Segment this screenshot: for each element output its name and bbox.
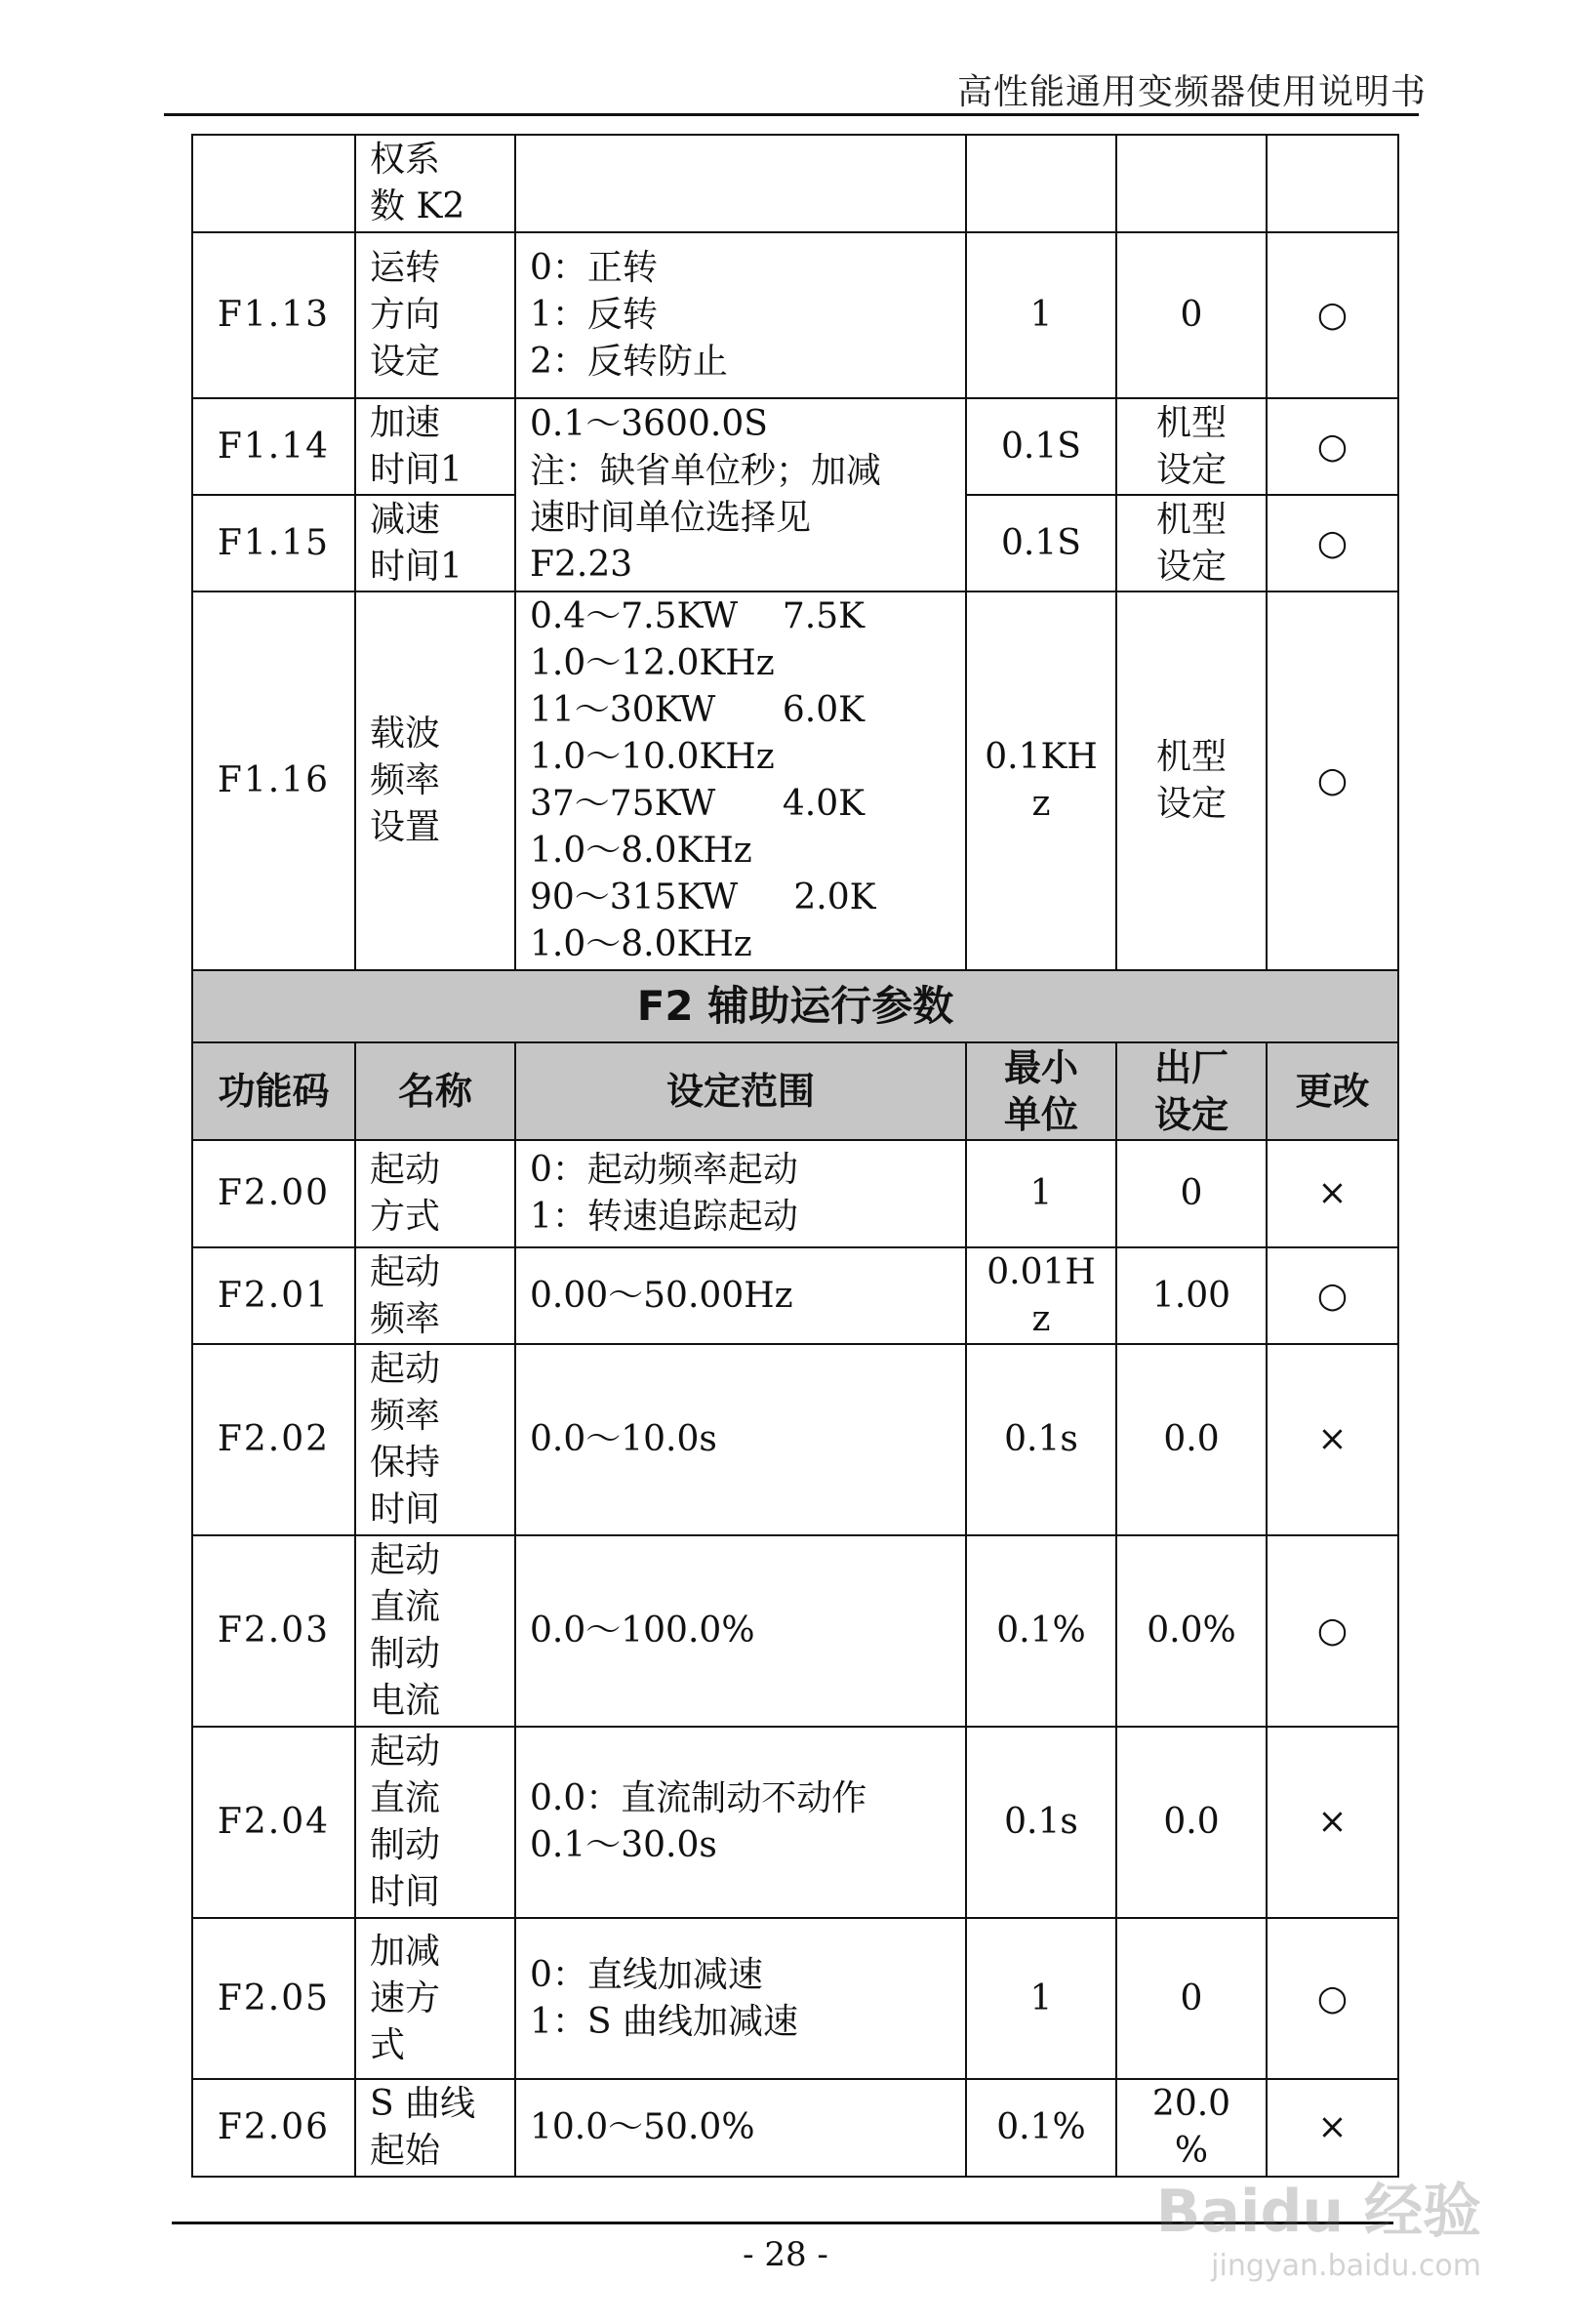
watermark-url: jingyan.baidu.com <box>1211 2249 1481 2283</box>
table-row <box>192 1918 1398 2079</box>
cell-range: 0.00～50.00Hz <box>515 1247 966 1344</box>
cell-default: 0 <box>1116 1918 1267 2079</box>
column-header-code: 功能码 <box>192 1042 355 1140</box>
cell-name: 加减 速方 式 <box>355 1918 515 2079</box>
cell-name: 减速 时间1 <box>355 495 515 591</box>
cell-change: × <box>1267 2079 1398 2177</box>
cell-default: 0 <box>1116 1140 1267 1247</box>
cell-unit: 1 <box>966 1918 1116 2079</box>
cell-default: 机型 设定 <box>1116 495 1267 591</box>
cell-unit: 0.1% <box>966 2079 1116 2177</box>
cell-unit: 0.1s <box>966 1344 1116 1535</box>
cell-default: 0.0 <box>1116 1344 1267 1535</box>
cell-code: F2.04 <box>192 1727 355 1918</box>
cell-code: F2.03 <box>192 1535 355 1727</box>
cell-unit: 0.1S <box>966 495 1116 591</box>
cell-unit: 0.1S <box>966 398 1116 495</box>
cell-code: F2.02 <box>192 1344 355 1535</box>
baidu-watermark <box>1156 2165 1481 2283</box>
watermark-logo: Baidu 经验 <box>1155 2178 1481 2246</box>
cell-change: × <box>1267 1727 1398 1918</box>
cell-range: 0.0：直流制动不动作 0.1～30.0s <box>515 1727 966 1918</box>
cell-range: 0：起动频率起动 1：转速追踪起动 <box>515 1140 966 1247</box>
cell-range: 0.4～7.5KW 7.5K 1.0～12.0KHz 11～30KW 6.0K 1.0～10.0KHz 37～75KW 4.0K 1.0～8.0KHz 90～315KW 2.0K 1.0～8.0KHz <box>515 591 966 970</box>
cell-code <box>192 135 355 232</box>
table-row <box>192 2079 1398 2177</box>
table-row <box>192 1344 1398 1535</box>
cell-code: F1.15 <box>192 495 355 591</box>
cell-unit: 1 <box>966 232 1116 398</box>
cell-change: ○ <box>1267 398 1398 495</box>
cell-default: 机型 设定 <box>1116 591 1267 970</box>
table-header-row <box>192 1042 1398 1140</box>
section-title-row <box>192 970 1398 1042</box>
cell-change <box>1267 135 1398 232</box>
cell-default: 0.0 <box>1116 1727 1267 1918</box>
cell-default: 机型 设定 <box>1116 398 1267 495</box>
page-number: - 28 - <box>743 2235 828 2274</box>
cell-range: 0.0～10.0s <box>515 1344 966 1535</box>
header-rule <box>164 113 1419 116</box>
cell-name: 权系 数 K2 <box>355 135 515 232</box>
cell-name: 起动 直流 制动 电流 <box>355 1535 515 1727</box>
cell-range: 0：正转 1：反转 2：反转防止 <box>515 232 966 398</box>
column-header-range: 设定范围 <box>515 1042 966 1140</box>
section-title: F2 辅助运行参数 <box>192 970 1398 1042</box>
cell-unit: 0.1s <box>966 1727 1116 1918</box>
cell-range <box>515 135 966 232</box>
cell-change: × <box>1267 1344 1398 1535</box>
cell-change: × <box>1267 1140 1398 1247</box>
cell-code: F2.06 <box>192 2079 355 2177</box>
cell-name: 加速 时间1 <box>355 398 515 495</box>
cell-name: 起动 频率 <box>355 1247 515 1344</box>
cell-code: F2.00 <box>192 1140 355 1247</box>
cell-code: F2.01 <box>192 1247 355 1344</box>
cell-default: 1.00 <box>1116 1247 1267 1344</box>
column-header-change: 更改 <box>1267 1042 1398 1140</box>
cell-change: ○ <box>1267 495 1398 591</box>
cell-range: 10.0～50.0% <box>515 2079 966 2177</box>
cell-unit: 0.1KH z <box>966 591 1116 970</box>
cell-unit <box>966 135 1116 232</box>
cell-range: 0.1～3600.0S 注：缺省单位秒；加减 速时间单位选择见 F2.23 <box>515 398 966 591</box>
cell-default: 0 <box>1116 232 1267 398</box>
table-row <box>192 591 1398 970</box>
cell-code: F1.13 <box>192 232 355 398</box>
cell-unit: 0.01H z <box>966 1247 1116 1344</box>
cell-name: 运转 方向 设定 <box>355 232 515 398</box>
cell-code: F2.05 <box>192 1918 355 2079</box>
table-row <box>192 135 1398 232</box>
parameter-table <box>191 134 1399 2178</box>
document-header-title: 高性能通用变频器使用说明书 <box>956 72 1427 112</box>
cell-change: ○ <box>1267 232 1398 398</box>
cell-range: 0.0～100.0% <box>515 1535 966 1727</box>
cell-default <box>1116 135 1267 232</box>
table-row <box>192 1247 1398 1344</box>
cell-unit: 0.1% <box>966 1535 1116 1727</box>
cell-name: 起动 直流 制动 时间 <box>355 1727 515 1918</box>
column-header-default: 出厂 设定 <box>1116 1042 1267 1140</box>
table-row <box>192 398 1398 495</box>
table-row <box>192 232 1398 398</box>
cell-default: 0.0% <box>1116 1535 1267 1727</box>
column-header-unit: 最小 单位 <box>966 1042 1116 1140</box>
cell-code: F1.14 <box>192 398 355 495</box>
cell-default: 20.0 % <box>1116 2079 1267 2177</box>
table-row <box>192 1140 1398 1247</box>
table-row <box>192 1727 1398 1918</box>
cell-change: ○ <box>1267 1247 1398 1344</box>
cell-unit: 1 <box>966 1140 1116 1247</box>
table-row <box>192 1535 1398 1727</box>
cell-range: 0：直线加减速 1：S 曲线加减速 <box>515 1918 966 2079</box>
cell-name: 起动 方式 <box>355 1140 515 1247</box>
cell-change: ○ <box>1267 1535 1398 1727</box>
cell-name: 起动 频率 保持 时间 <box>355 1344 515 1535</box>
cell-name: S 曲线 起始 <box>355 2079 515 2177</box>
cell-name: 载波 频率 设置 <box>355 591 515 970</box>
column-header-name: 名称 <box>355 1042 515 1140</box>
cell-change: ○ <box>1267 1918 1398 2079</box>
cell-change: ○ <box>1267 591 1398 970</box>
cell-code: F1.16 <box>192 591 355 970</box>
